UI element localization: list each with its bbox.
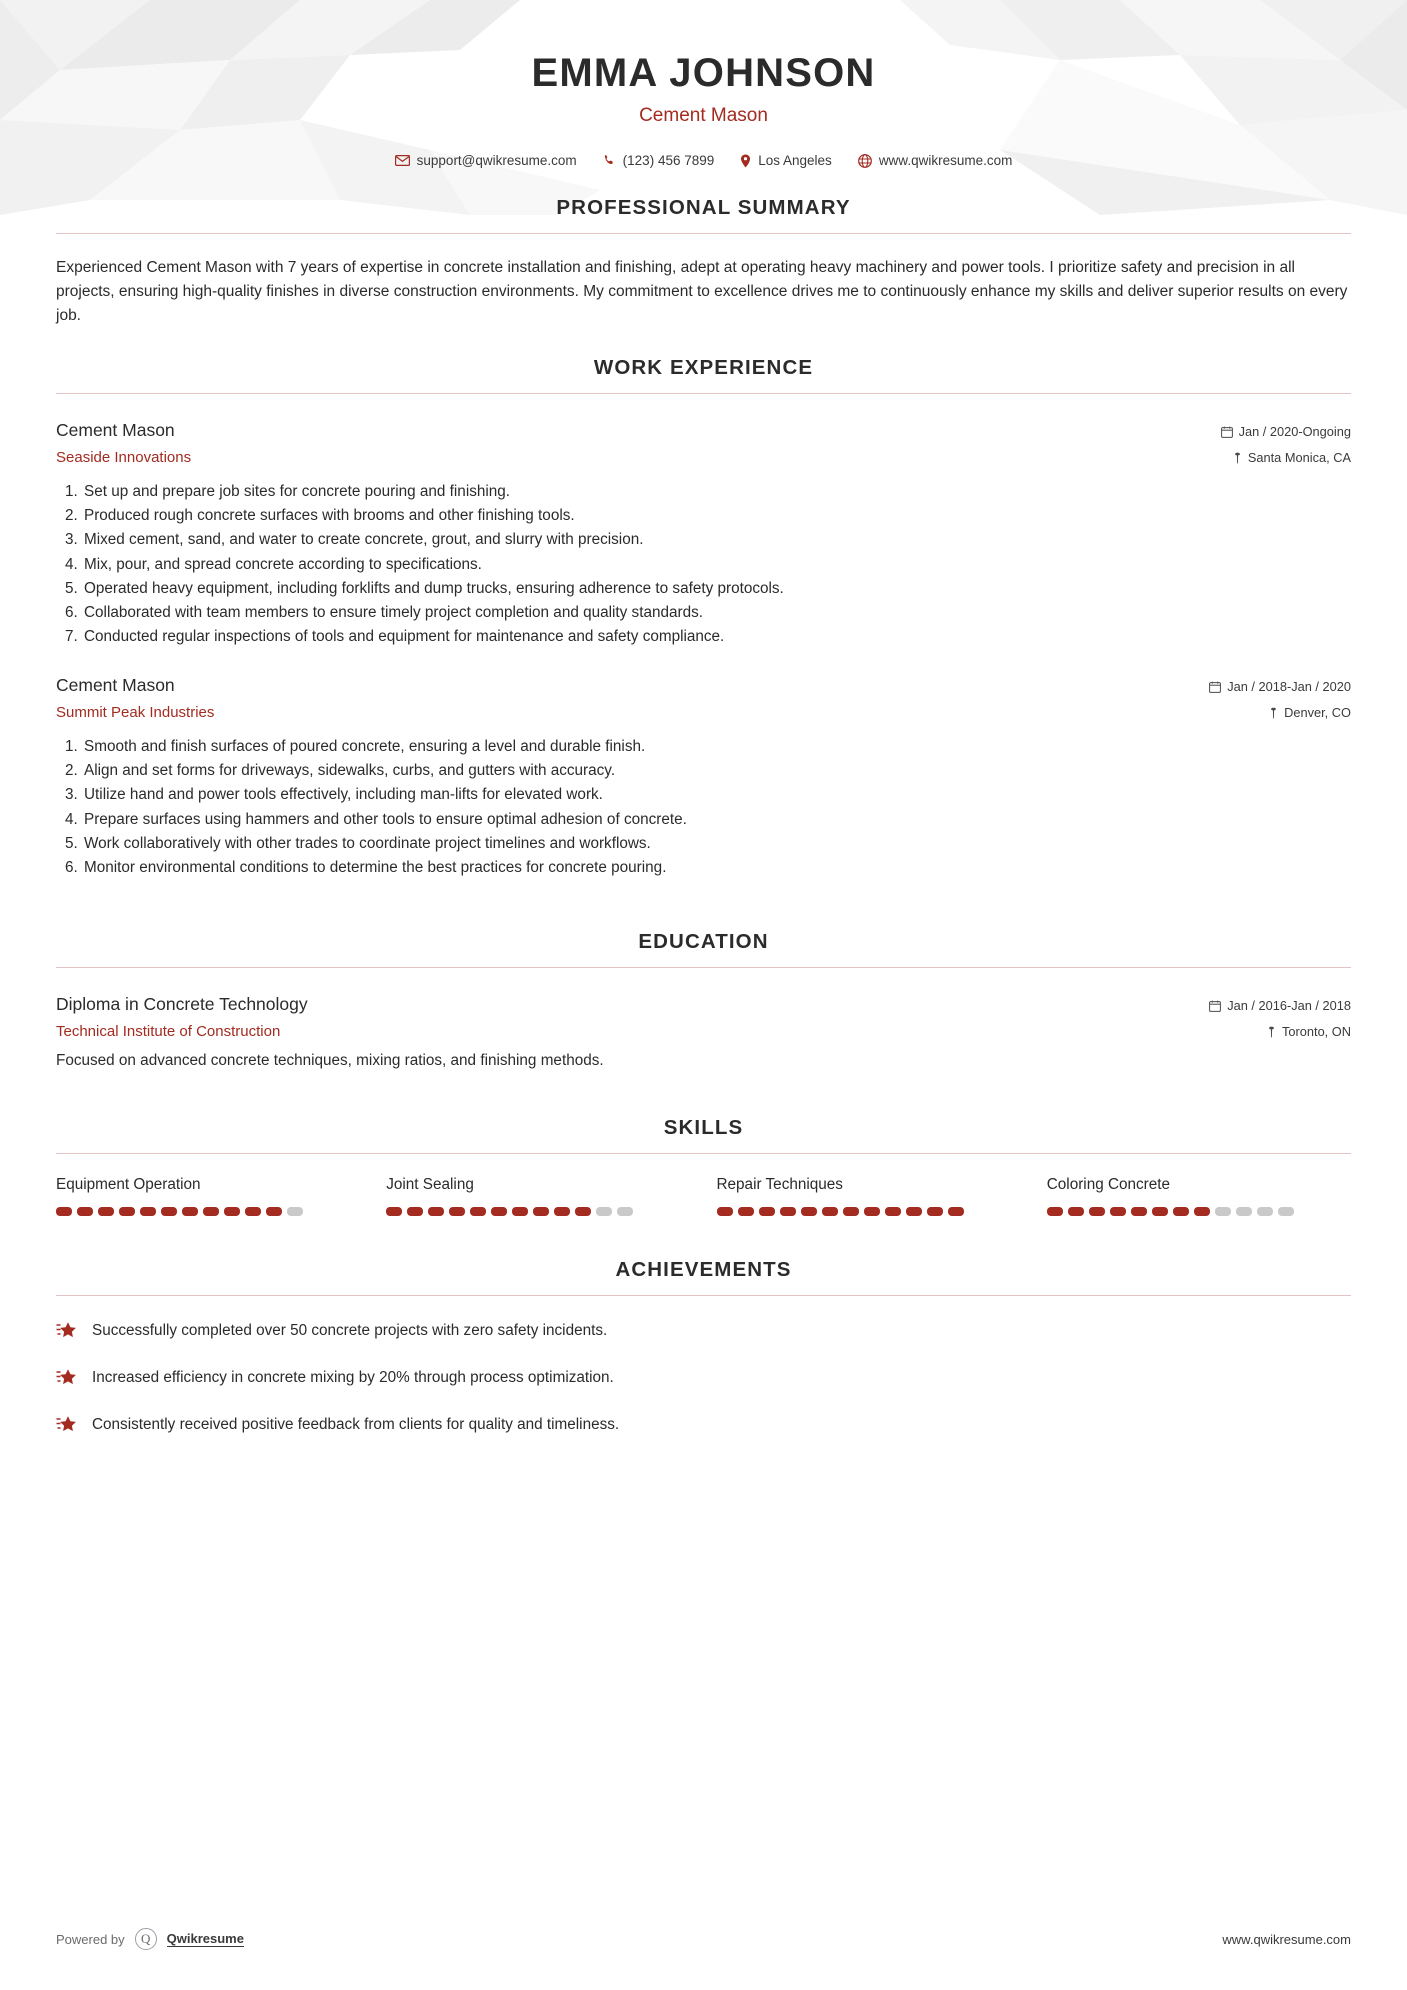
skill-dot: [470, 1207, 486, 1216]
achievement-text: Successfully completed over 50 concrete projects with zero safety incidents.: [92, 1322, 608, 1340]
job-duties-list: [56, 480, 1351, 649]
skill-label: Joint Sealing: [386, 1176, 474, 1194]
calendar-icon: [1221, 426, 1233, 438]
skill-dot: [512, 1207, 528, 1216]
list-item: 6. Monitor environmental conditions to determine the best practices for concrete pouring.: [82, 856, 1351, 880]
skill-dot: [1173, 1207, 1189, 1216]
skill-dot: [224, 1207, 240, 1216]
skill-dot: [1236, 1207, 1252, 1216]
skill-label: Equipment Operation: [56, 1176, 201, 1194]
skill-item: [717, 1176, 1021, 1216]
footer-website[interactable]: www.qwikresume.com: [1222, 1931, 1351, 1947]
achievement-text: Consistently received positive feedback from clients for quality and timeliness.: [92, 1416, 620, 1434]
skill-dot: [1278, 1207, 1294, 1216]
qwikresume-logo-icon: Q: [135, 1928, 157, 1950]
job-title: Cement Mason: [56, 675, 175, 696]
powered-by: [56, 1928, 244, 1950]
globe-icon: [858, 154, 872, 168]
pin-icon: [1269, 707, 1278, 719]
summary-text: Experienced Cement Mason with 7 years of expertise in concrete installation and finishing, adept at operating heavy machinery and power tools. I prioritize safety and precision in all projects, ensuring high-quality finishes in diverse construction environments. My commitment to excellence drives me to continuously enhance my skills and deliver superior results on every job.: [56, 259, 1348, 325]
list-item: 4. Mix, pour, and spread concrete according to specifications.: [82, 553, 1351, 577]
contact-location-text: Los Angeles: [758, 153, 832, 168]
skill-dot: [140, 1207, 156, 1216]
skill-dot: [885, 1207, 901, 1216]
skill-dot: [596, 1207, 612, 1216]
skill-dot: [407, 1207, 423, 1216]
skill-dot: [1047, 1207, 1063, 1216]
skill-dot: [77, 1207, 93, 1216]
school-name: Technical Institute of Construction: [56, 1023, 281, 1041]
job-location-text: Santa Monica, CA: [1247, 450, 1351, 466]
skill-dot: [428, 1207, 444, 1216]
list-item: 5. Operated heavy equipment, including forklifts and dump trucks, ensuring adherence to safety protocols.: [82, 577, 1351, 601]
education-location: [1209, 1024, 1351, 1039]
skill-dot: [1194, 1207, 1210, 1216]
skill-dot: [738, 1207, 754, 1216]
skill-label: Coloring Concrete: [1046, 1176, 1171, 1194]
skill-item: [56, 1176, 360, 1216]
skill-dot: [386, 1207, 402, 1216]
experience-entry: [56, 675, 1351, 880]
education-dates: [1209, 998, 1351, 1013]
list-item: 7. Conducted regular inspections of tools and equipment for maintenance and safety compliance.: [82, 625, 1351, 649]
job-location-text: Denver, CO: [1284, 705, 1351, 721]
section-skills: [56, 1116, 1351, 1216]
skill-dot: [1110, 1207, 1126, 1216]
skill-dot: [266, 1207, 282, 1216]
envelope-icon: [395, 155, 410, 166]
list-item: 3. Utilize hand and power tools effectively, including man-lifts for elevated work.: [82, 783, 1351, 807]
section-divider: [56, 233, 1351, 234]
skill-item: [1047, 1176, 1351, 1216]
contact-email-text: support@qwikresume.com: [416, 153, 577, 168]
section-work-experience: [56, 356, 1351, 880]
skill-dot: [1068, 1207, 1084, 1216]
job-dates: [1221, 424, 1351, 439]
skill-dot: [927, 1207, 943, 1216]
skill-dot: [1257, 1207, 1273, 1216]
section-divider: [56, 1153, 1351, 1154]
skill-dot: [948, 1207, 964, 1216]
section-professional-summary: [56, 196, 1351, 328]
star-icon: [56, 1368, 78, 1393]
map-pin-icon: [740, 154, 751, 168]
job-dates: [1209, 679, 1351, 694]
skill-dot: [906, 1207, 922, 1216]
section-title: ACHIEVEMENTS: [615, 1258, 792, 1282]
phone-icon: [603, 154, 616, 167]
job-company: Summit Peak Industries: [56, 704, 215, 722]
page-title: EMMA JOHNSON: [531, 51, 876, 95]
skill-dot: [780, 1207, 796, 1216]
skill-dot: [1131, 1207, 1147, 1216]
job-location: [1209, 705, 1351, 720]
job-location: [1221, 450, 1351, 465]
calendar-icon: [1209, 681, 1221, 693]
list-item: 1. Set up and prepare job sites for concrete pouring and finishing.: [82, 480, 1351, 504]
skill-dot: [1089, 1207, 1105, 1216]
section-divider: [56, 967, 1351, 968]
skill-dot: [533, 1207, 549, 1216]
pin-icon: [1267, 1026, 1276, 1038]
list-item: 2. Produced rough concrete surfaces with brooms and other finishing tools.: [82, 504, 1351, 528]
section-achievements: [56, 1258, 1351, 1440]
section-divider: [56, 1295, 1351, 1296]
skill-dot: [759, 1207, 775, 1216]
section-divider: [56, 393, 1351, 394]
list-item: [56, 1367, 1351, 1393]
skill-dot: [554, 1207, 570, 1216]
skill-dot: [98, 1207, 114, 1216]
pin-icon: [1233, 452, 1242, 464]
skill-rating: [1047, 1207, 1351, 1216]
education-dates-text: Jan / 2016-Jan / 2018: [1227, 998, 1351, 1014]
job-duties-list: [56, 735, 1351, 880]
list-item: 6. Collaborated with team members to ensure timely project completion and quality standards.: [82, 601, 1351, 625]
skill-rating: [56, 1207, 360, 1216]
calendar-icon: [1209, 1000, 1221, 1012]
skill-dot: [617, 1207, 633, 1216]
education-location-text: Toronto, ON: [1282, 1024, 1351, 1040]
contact-phone-text: (123) 456 7899: [622, 153, 715, 168]
star-icon: [56, 1321, 78, 1346]
skill-dot: [119, 1207, 135, 1216]
list-item: 5. Work collaboratively with other trades to coordinate project timelines and workflows.: [82, 832, 1351, 856]
list-item: 2. Align and set forms for driveways, sidewalks, curbs, and gutters with accuracy.: [82, 759, 1351, 783]
achievements-list: [56, 1320, 1351, 1440]
skill-item: [386, 1176, 690, 1216]
qwikresume-brand-link[interactable]: Qwikresume: [166, 1931, 244, 1946]
job-role-subtitle: Cement Mason: [639, 105, 768, 126]
skill-rating: [717, 1207, 1021, 1216]
skill-dot: [203, 1207, 219, 1216]
section-title: EDUCATION: [638, 930, 769, 954]
education-entry: [56, 994, 1351, 1070]
achievement-text: Increased efficiency in concrete mixing by 20% through process optimization.: [92, 1369, 614, 1387]
education-description: Focused on advanced concrete techniques, mixing ratios, and finishing methods.: [56, 1052, 604, 1070]
skill-dot: [161, 1207, 177, 1216]
skill-dot: [801, 1207, 817, 1216]
list-item: 3. Mixed cement, sand, and water to create concrete, grout, and slurry with precision.: [82, 528, 1351, 552]
section-title: WORK EXPERIENCE: [593, 356, 814, 380]
experience-entry: [56, 420, 1351, 649]
skill-dot: [491, 1207, 507, 1216]
powered-by-label: Powered by: [56, 1931, 125, 1947]
section-title: PROFESSIONAL SUMMARY: [556, 196, 851, 219]
skill-dot: [822, 1207, 838, 1216]
star-icon: [56, 1415, 78, 1440]
contact-phone[interactable]: [603, 153, 715, 168]
skill-dot: [56, 1207, 72, 1216]
job-dates-text: Jan / 2020-Ongoing: [1238, 424, 1351, 440]
skill-dot: [287, 1207, 303, 1216]
list-item: [56, 1320, 1351, 1346]
skill-dot: [717, 1207, 733, 1216]
skill-label: Repair Techniques: [716, 1176, 843, 1194]
skill-dot: [449, 1207, 465, 1216]
skill-dot: [864, 1207, 880, 1216]
skill-dot: [1215, 1207, 1231, 1216]
job-title: Cement Mason: [56, 420, 175, 441]
section-title: SKILLS: [663, 1116, 744, 1140]
job-dates-text: Jan / 2018-Jan / 2020: [1227, 679, 1351, 695]
skill-dot: [575, 1207, 591, 1216]
list-item: [56, 1414, 1351, 1440]
contact-bar: [56, 153, 1351, 168]
section-education: [56, 930, 1351, 1070]
list-item: 4. Prepare surfaces using hammers and other tools to ensure optimal adhesion of concrete.: [82, 808, 1351, 832]
skill-rating: [386, 1207, 690, 1216]
contact-email[interactable]: [395, 153, 577, 168]
page-footer: [56, 1928, 1351, 1950]
contact-website[interactable]: [858, 153, 1013, 168]
list-item: 1. Smooth and finish surfaces of poured concrete, ensuring a level and durable finish.: [82, 735, 1351, 759]
contact-location[interactable]: [740, 153, 832, 168]
skill-dot: [182, 1207, 198, 1216]
skills-grid: [56, 1176, 1351, 1216]
contact-website-text: www.qwikresume.com: [878, 153, 1013, 168]
job-company: Seaside Innovations: [56, 449, 192, 467]
skill-dot: [843, 1207, 859, 1216]
skill-dot: [245, 1207, 261, 1216]
degree-title: Diploma in Concrete Technology: [56, 994, 308, 1015]
skill-dot: [1152, 1207, 1168, 1216]
